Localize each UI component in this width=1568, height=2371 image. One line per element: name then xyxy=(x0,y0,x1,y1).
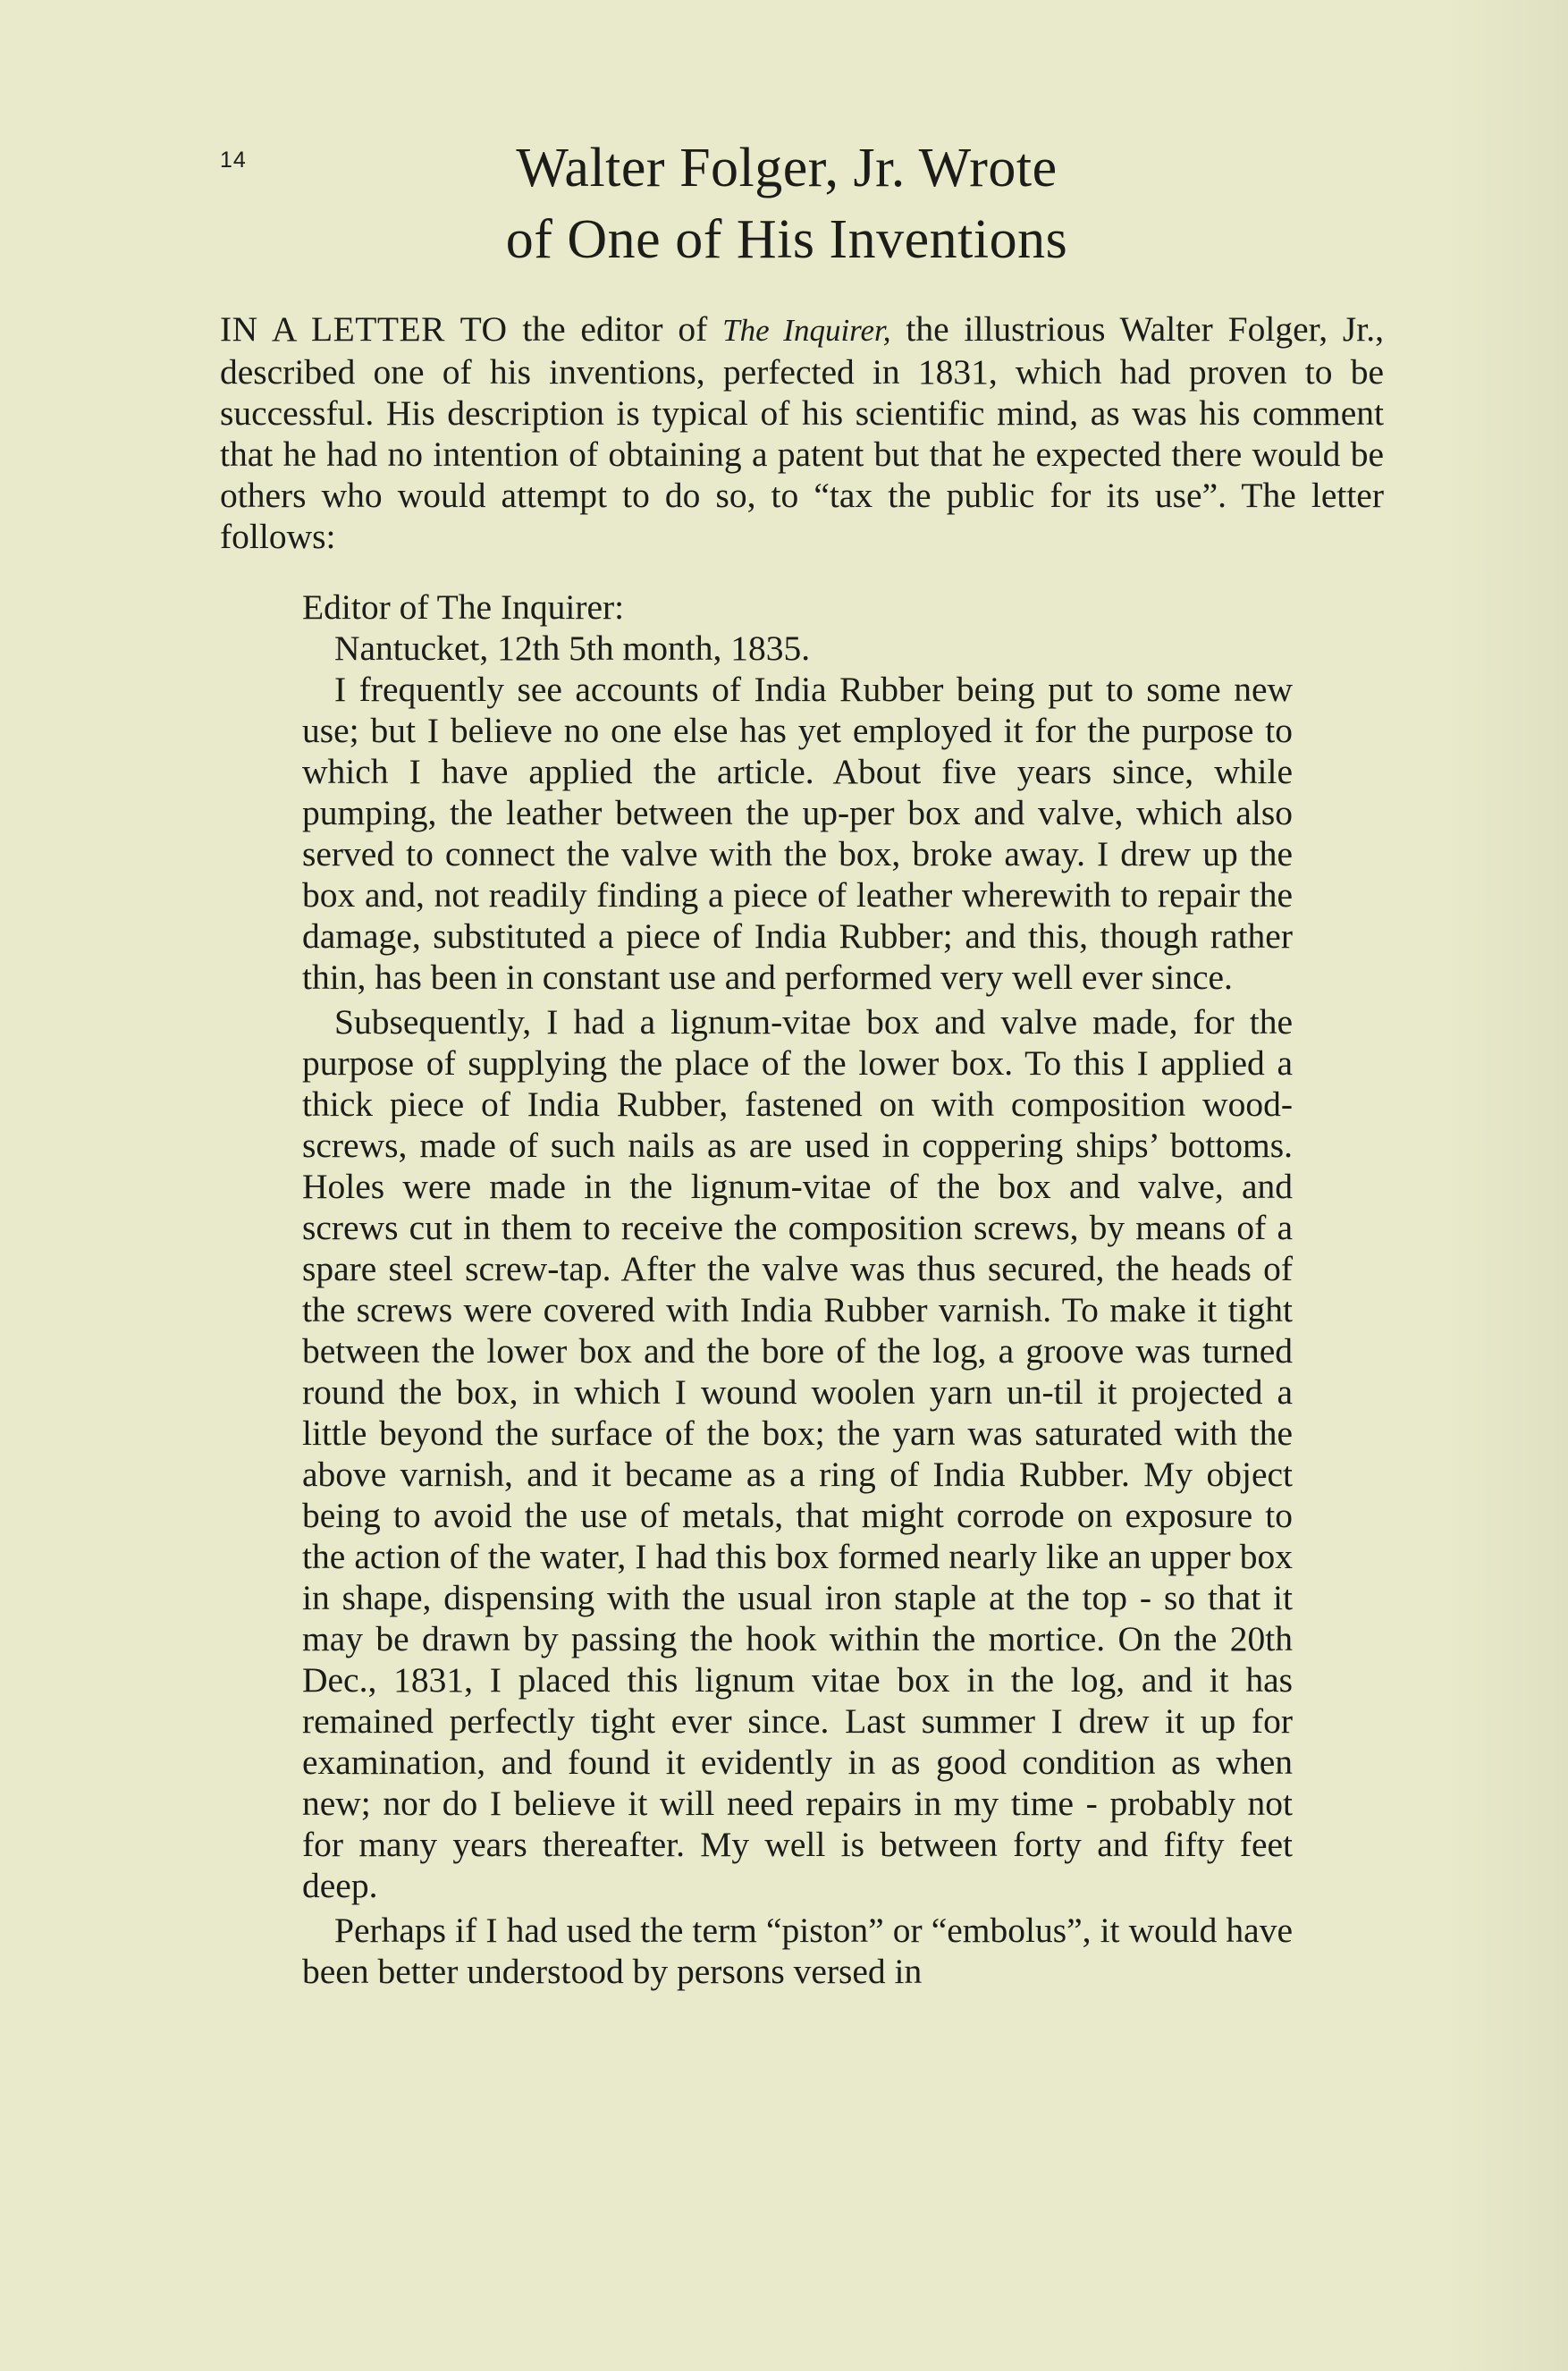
intro-before-publication: the editor of xyxy=(507,309,723,349)
letter-paragraph-1: I frequently see accounts of India Rubber being put to some new use; but I believe no one else has yet employed it for the purpose to which I have applied the article. About five years since, while pumping, the leather between the up-per box and valve, which also served to connect the valve with the box, broke away. I drew up the box and, not readily finding a piece of leather wherewith to repair the damage, substituted a piece of India Rubber; and this, though rather thin, has been in constant use and performed very well ever since. xyxy=(302,670,1293,997)
intro-paragraph xyxy=(220,308,1384,557)
intro-body: the illustrious Walter Folger, Jr., described one of his inventions, perfected in 1831, which had proven to be successful. His description is typical of his scientific mind, as was his comment that he had no intention of obtaining a patent but that he expected there would be others who would attempt to do so, to “tax the public for its use”. The letter follows: xyxy=(220,309,1384,556)
page-number: 14 xyxy=(220,148,247,173)
letter-salutation: Editor of The Inquirer: xyxy=(302,587,625,627)
intro-lead-caps: IN A LETTER TO xyxy=(220,309,508,349)
title-line-1: Walter Folger, Jr. Wrote xyxy=(516,138,1058,198)
article-title xyxy=(295,132,1278,275)
letter-paragraph-2: Subsequently, I had a lignum-vitae box and valve made, for the purpose of supplying the place of the lower box. To this I applied a thick piece of India Rubber, fastened on with composition wood-screws, made of such nails as are used in coppering ships’ bottoms. Holes were made in the lignum-vitae of the box and valve, and screws cut in them to receive the composition screws, by means of a spare steel screw-tap. After the valve was thus secured, the heads of the screws were covered with India Rubber varnish. To make it tight between the lower box and the bore of the log, a groove was turned round the box, in which I wound woolen yarn un-til it projected a little beyond the surface of the box; the yarn was saturated with the above varnish, and it became as a ring of India Rubber. My object being to avoid the use of metals, that might corrode on exposure to the action of the water, I had this box formed nearly like an upper box in shape, dispensing with the usual iron staple at the top - so that it may be drawn by passing the hook within the mortice. On the 20th Dec., 1831, I placed this lignum vitae box in the log, and it has remained perfectly tight ever since. Last summer I drew it up for examination, and found it evidently in as good condition as when new; nor do I believe it will need repairs in my time - probably not for many years thereafter. My well is between forty and fifty feet deep. xyxy=(302,1002,1293,1905)
letter-dateline: Nantucket, 12th 5th month, 1835. xyxy=(334,629,811,668)
publication-name: The Inquirer, xyxy=(722,313,891,348)
title-line-2: of One of His Inventions xyxy=(505,209,1068,270)
quoted-letter xyxy=(302,586,1293,1992)
letter-paragraph-3: Perhaps if I had used the term “piston” or “embolus”, it would have been better understood by persons versed in xyxy=(302,1911,1293,1991)
